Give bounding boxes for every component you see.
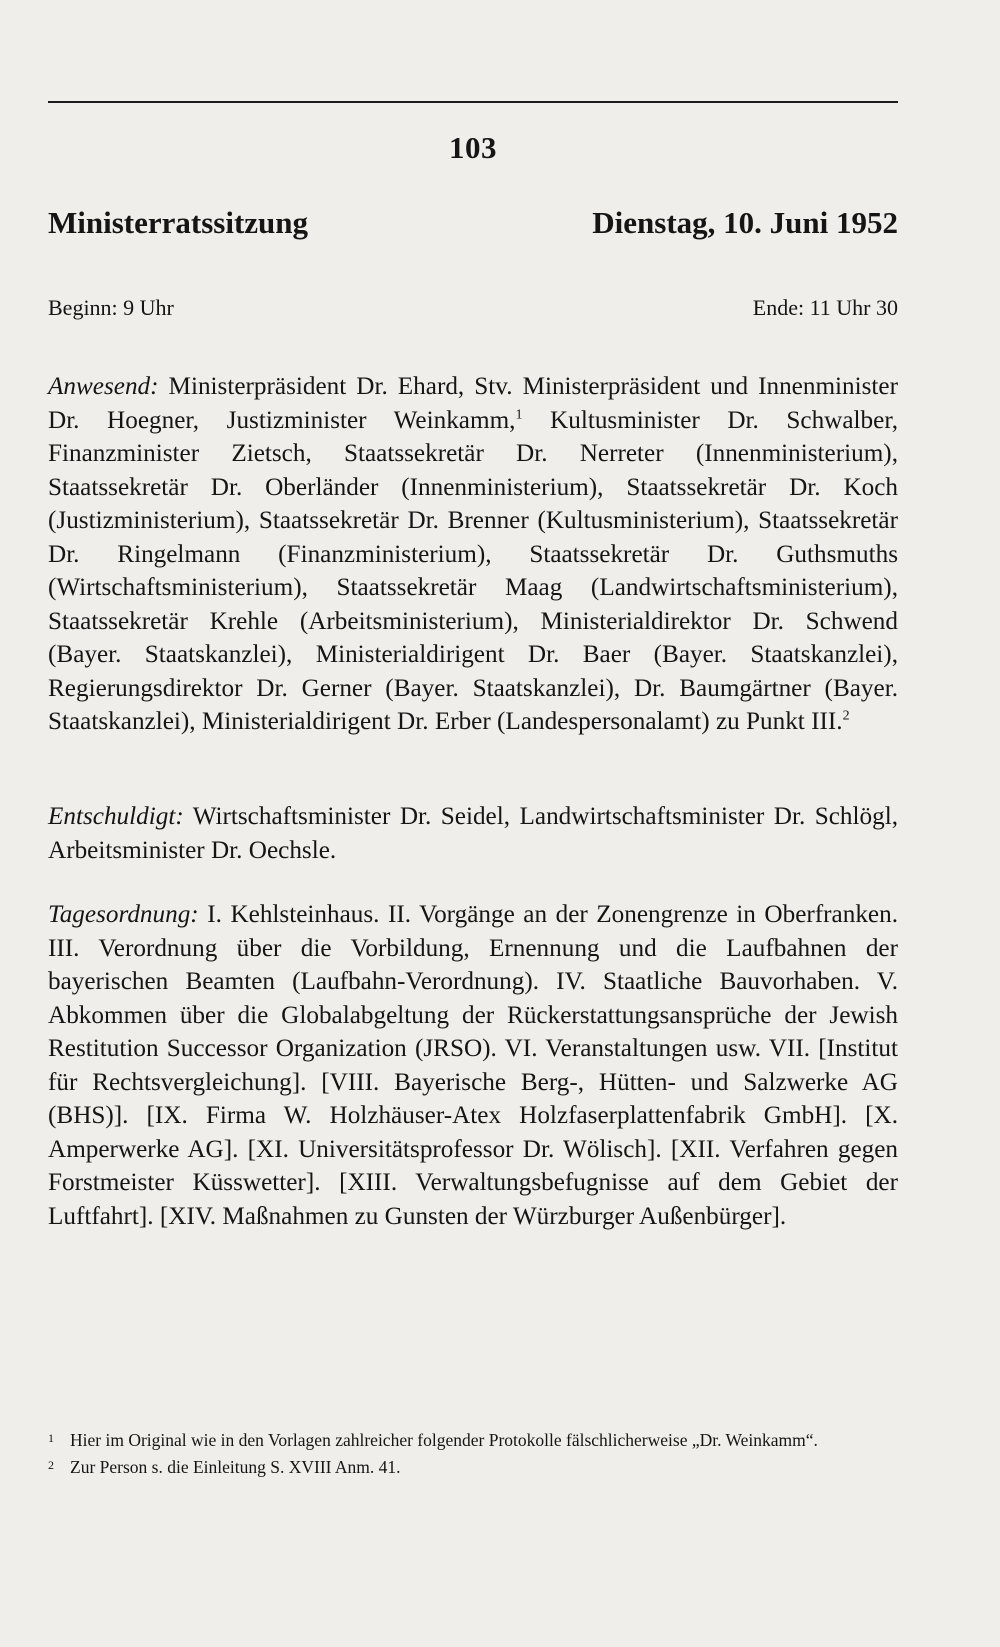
- footnote-text: Zur Person s. die Einleitung S. XVIII Anm. 41.: [70, 1457, 401, 1477]
- footnote-number: 2: [48, 1458, 54, 1472]
- agenda-label: Tagesordnung:: [48, 901, 199, 928]
- page-number: 103: [449, 130, 497, 165]
- footnote-ref-1: 1: [515, 407, 523, 423]
- begin-time: Beginn: 9 Uhr: [48, 295, 174, 320]
- footnote-1: [48, 1428, 898, 1453]
- attendees-label: Anwesend:: [48, 373, 159, 400]
- footnote-ref-2: 2: [842, 708, 850, 724]
- attendees-paragraph: [48, 370, 898, 739]
- session-date: Dienstag, 10. Juni 1952: [592, 205, 898, 240]
- session-heading: [48, 205, 898, 249]
- footnote-text: Hier im Original wie in den Vorlagen zahlreicher folgender Protokolle fälschlicherweise „Dr. Weinkamm“.: [70, 1430, 818, 1450]
- attendees-text-part-2: Kultusminister Dr. Schwalber, Finanzminister Zietsch, Staatssekretär Dr. Nerreter (Innenministerium), Staatssekretär Dr. Oberländer (Innenministerium), Staatssekretär Dr. Koch (Justizministerium), Staatssekretär Dr. Brenner (Kultusministerium), Staatssekretär Dr. Ringelmann (Finanzministerium), Staatssekretär Dr. Guthsmuths (Wirtschaftsministerium), Staatssekretär Maag (Landwirtschaftsministerium), Staatssekretär Krehle (Arbeitsministerium), Ministerialdirektor Dr. Schwend (Bayer. Staatskanzlei), Ministerialdirigent Dr. Baer (Bayer. Staatskanzlei), Regierungsdirektor Dr. Gerner (Bayer. Staatskanzlei), Dr. Baumgärtner (Bayer. Staatskanzlei), Ministerialdirigent Dr. Erber (Landespersonalamt) zu Punkt III.: [48, 406, 898, 735]
- header-rule: [48, 101, 898, 103]
- excused-paragraph: [48, 800, 898, 867]
- excused-text: Wirtschaftsminister Dr. Seidel, Landwirtschaftsminister Dr. Schlögl, Arbeitsminister Dr. Oechsle.: [48, 803, 898, 864]
- session-title: Ministerratssitzung: [48, 205, 309, 240]
- footnote-2: [48, 1455, 898, 1480]
- end-time: Ende: 11 Uhr 30: [752, 295, 898, 320]
- footnotes: [48, 1428, 898, 1480]
- footnote-number: 1: [48, 1431, 54, 1445]
- agenda-paragraph: [48, 898, 898, 1233]
- excused-label: Entschuldigt:: [48, 803, 184, 830]
- agenda-text: I. Kehlsteinhaus. II. Vorgänge an der Zonengrenze in Oberfranken. III. Verordnung über die Vorbildung, Ernennung und die Laufbahnen der bayerischen Beamten (Laufbahn-Verordnung). IV. Staatliche Bauvorhaben. V. Abkommen über die Globalabgeltung der Rückerstattungsansprüche der Jewish Restitution Successor Organization (JRSO). VI. Veranstaltungen usw. VII. [Institut für Rechtsvergleichung]. [VIII. Bayerische Berg-, Hütten- und Salzwerke AG (BHS)]. [IX. Firma W. Holzhäuser-Atex Holzfaserplattenfabrik GmbH]. [X. Amperwerke AG]. [XI. Universitätsprofessor Dr. Wölisch]. [XII. Verfahren gegen Forstmeister Küsswetter]. [XIII. Verwaltungsbefugnisse auf dem Gebiet der Luftfahrt]. [XIV. Maßnahmen zu Gunsten der Würzburger Außenbürger].: [48, 901, 898, 1230]
- session-times: [48, 295, 898, 327]
- attendees-text-part-1: Ministerpräsident Dr. Ehard, Stv. Ministerpräsident und Innenminister Dr. Hoegner, Justizminister Weinkamm,: [48, 373, 898, 434]
